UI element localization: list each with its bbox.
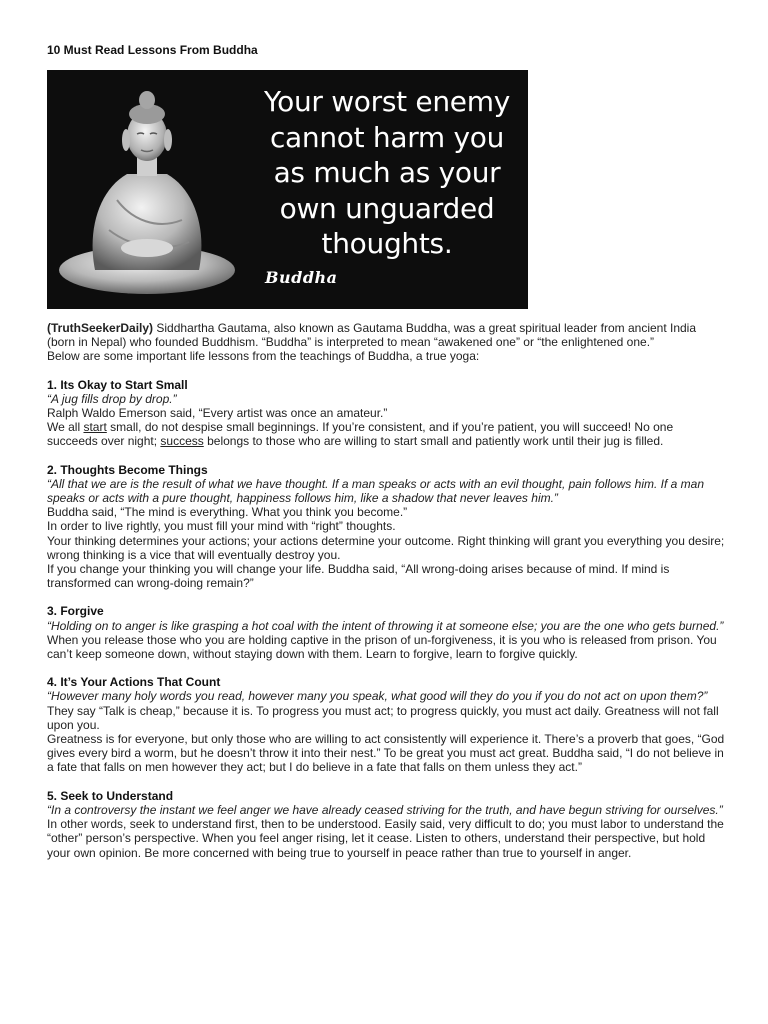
- lesson-quote: “Holding on to anger is like grasping a hot coal with the intent of throwing it at someone else; you are the one who gets burned.”: [47, 618, 724, 633]
- lesson-heading: 2. Thoughts Become Things: [47, 462, 208, 477]
- lesson-heading: 5. Seek to Understand: [47, 788, 174, 803]
- lesson-paragraph: If you change your thinking you will change your life. Buddha said, “All wrong-doing arises because of mind. If mind is transformed can wrong-doing remain?”: [47, 562, 670, 591]
- banner-quote: [242, 84, 528, 262]
- intro-below: Below are some important life lessons from the teachings of Buddha, a true yoga:: [47, 349, 480, 364]
- lesson-heading: 3. Forgive: [47, 604, 104, 619]
- lesson-quote: “In a controversy the instant we feel anger we have already ceased striving for the truth, and have begun striving for ourselves.”: [47, 802, 723, 817]
- lesson-paragraph: Your thinking determines your actions; your actions determine your outcome. Right thinking will grant you everything you desire; wrong thinking is a vice that will eventually destroy you.: [47, 533, 725, 562]
- lesson-paragraph: Buddha said, “The mind is everything. What you think you become.”: [47, 505, 408, 520]
- lesson-paragraph: Ralph Waldo Emerson said, “Every artist was once an amateur.”: [47, 406, 388, 421]
- lesson-paragraph: When you release those who you are holding captive in the prison of un-forgiveness, it is you who is released from prison. You can’t keep someone down, without staying down with them. Learn to forgive, learn to forgive quickly.: [47, 632, 717, 662]
- lesson-quote: “All that we are is the result of what we have thought. If a man speaks or acts with an evil thought, pain follows him. If a man speaks or acts with a pure thought, happiness follows him, like a shadow that never leaves him.”: [47, 476, 704, 506]
- success-link[interactable]: success: [160, 434, 204, 449]
- lesson-heading: 4. It’s Your Actions That Count: [47, 675, 221, 690]
- banner-quote-line: cannot harm you: [269, 120, 505, 154]
- lesson-paragraph: In other words, seek to understand first, then to be understood. Easily said, very difficult to do; you must labor to understand the “other” person’s perspective. When you feel anger rising, let it cease. Listen to others, understand their perspective, but hold your own opinion. Be more concerned with being true to yourself in peace rather than true to yourself in anger.: [47, 817, 724, 860]
- lesson-paragraph: They say “Talk is cheap,” because it is. To progress you must act; to progress quickly, you must act daily. Greatness will not fall upon you.: [47, 703, 719, 732]
- quote-banner-image: [47, 70, 528, 309]
- banner-signature: Buddha: [265, 268, 338, 287]
- banner-quote-line: Your worst enemy: [264, 85, 510, 118]
- lesson-paragraph: We all start small, do not despise small beginnings. If you’re consistent, and if you’re patient, you will succeed! No one succeeds over night; success belongs to those who are willing to start small and patiently work until their jug is filled.: [47, 420, 674, 449]
- lesson-quote: “However many holy words you read, however many you speak, what good will they do you if you do not act on upon them?”: [47, 689, 708, 704]
- lesson-heading: 1. Its Okay to Start Small: [47, 377, 188, 392]
- banner-quote-line: own unguarded: [279, 191, 495, 225]
- intro-paragraph: (TruthSeekerDaily) Siddhartha Gautama, also known as Gautama Buddha, was a great spiritual leader from ancient India (born in Nepal) who founded Buddhism. “Buddha” is interpreted to mean “awakened one” or “the enlightened one.”: [47, 321, 697, 350]
- lesson-paragraph: In order to live rightly, you must fill your mind with “right” thoughts.: [47, 519, 396, 534]
- banner-quote-line: thoughts.: [321, 227, 453, 260]
- banner-quote-line: as much as your: [273, 156, 501, 189]
- start-link[interactable]: start: [83, 420, 107, 435]
- source-label: (TruthSeekerDaily): [47, 321, 154, 335]
- lesson-paragraph: Greatness is for everyone, but only those who are willing to act consistently will experience it. There’s a proverb that goes, “God gives every bird a worm, but he doesn’t throw it into their nest.” To be great you must act great. Buddha said, “I do not believe in a fate that falls on men however they act; but I do believe in a fate that falls on them unless they act.”: [47, 732, 725, 775]
- lesson-quote: “A jug fills drop by drop.”: [47, 391, 177, 406]
- page-title: 10 Must Read Lessons From Buddha: [47, 43, 258, 57]
- article-body: [47, 321, 727, 860]
